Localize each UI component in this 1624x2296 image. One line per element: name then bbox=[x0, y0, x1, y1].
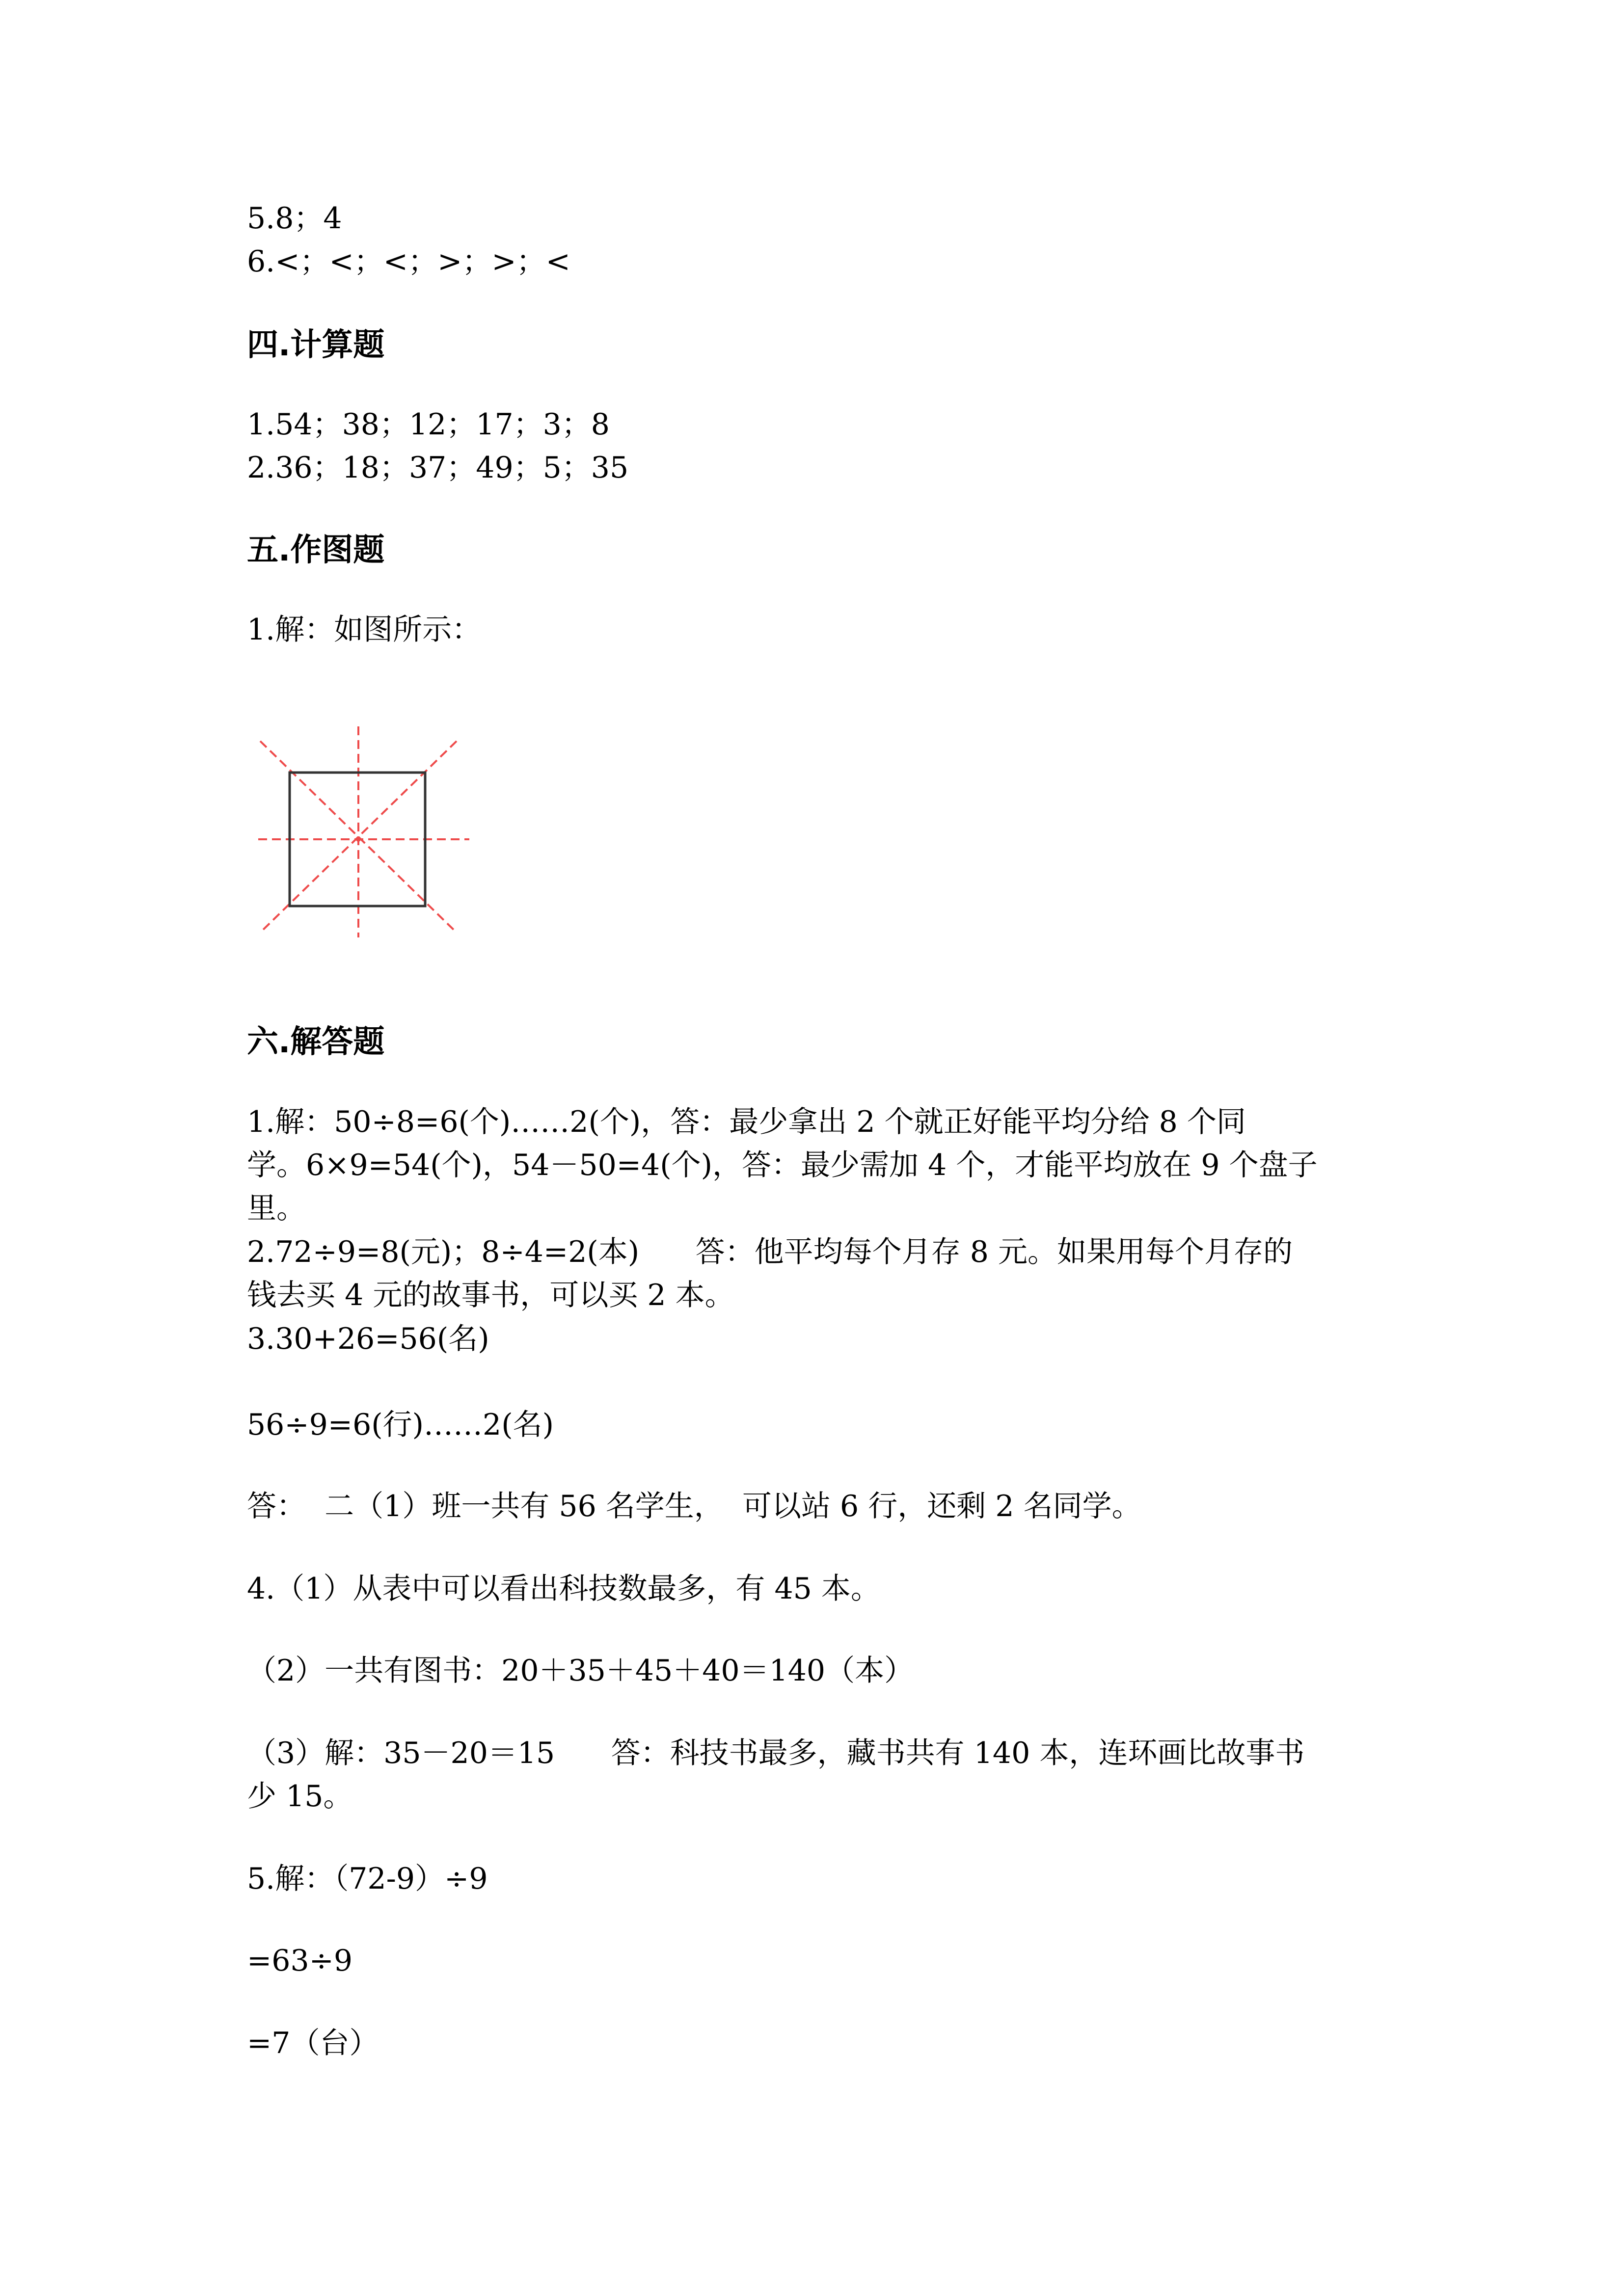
answer-6-5-line2: =63÷9 bbox=[247, 1944, 353, 1978]
answer-6-4-line1: 4.（1）从表中可以看出科技数最多，有 45 本。 bbox=[247, 1572, 880, 1606]
answer-3-6: 6.<；<；<；>；>；< bbox=[247, 244, 570, 279]
answer-4-1: 1.54；38；12；17；3；8 bbox=[247, 407, 610, 442]
answer-6-1-line2: 学。6×9=54(个)，54－50=4(个)，答：最少需加 4 个，才能平均放在 9 个盘子 bbox=[247, 1148, 1318, 1182]
answer-6-4-line2: （2）一共有图书：20＋35＋45＋40＝140（本） bbox=[247, 1654, 914, 1688]
section-4-heading: 四.计算题 bbox=[247, 327, 385, 363]
center-point bbox=[356, 837, 361, 842]
answer-6-5-line1: 5.解：（72-9）÷9 bbox=[247, 1862, 488, 1896]
answer-6-4-line3: （3）解：35－20＝15 答：科技书最多，藏书共有 140 本，连环画比故事书 bbox=[247, 1736, 1305, 1770]
answer-6-1-line1: 1.解：50÷8=6(个)……2(个)，答：最少拿出 2 个就正好能平均分给 8 个同 bbox=[247, 1105, 1246, 1139]
answer-6-4-line4: 少 15。 bbox=[247, 1779, 353, 1814]
answer-4-2: 2.36；18；37；49；5；35 bbox=[247, 451, 629, 485]
answer-6-2-line1: 2.72÷9=8(元)；8÷4=2(本) 答：他平均每个月存 8 元。如果用每个月存的 bbox=[247, 1235, 1293, 1269]
answer-6-3-line3: 答： 二（1）班一共有 56 名学生， 可以站 6 行，还剩 2 名同学。 bbox=[247, 1489, 1141, 1523]
answer-5-1: 1.解：如图所示： bbox=[247, 613, 482, 647]
answer-6-5-line3: =7（台） bbox=[247, 2026, 379, 2060]
answer-6-2-line2: 钱去买 4 元的故事书，可以买 2 本。 bbox=[247, 1278, 734, 1312]
answer-3-5: 5.8；4 bbox=[247, 201, 342, 236]
section-6-heading: 六.解答题 bbox=[247, 1024, 385, 1060]
answer-6-3-line1: 3.30+26=56(名) bbox=[247, 1322, 489, 1356]
section-5-heading: 五.作图题 bbox=[247, 532, 385, 568]
square-symmetry-figure bbox=[255, 721, 476, 942]
answer-6-1-line3: 里。 bbox=[247, 1191, 306, 1226]
answer-6-3-line2: 56÷9=6(行)……2(名) bbox=[247, 1408, 554, 1442]
